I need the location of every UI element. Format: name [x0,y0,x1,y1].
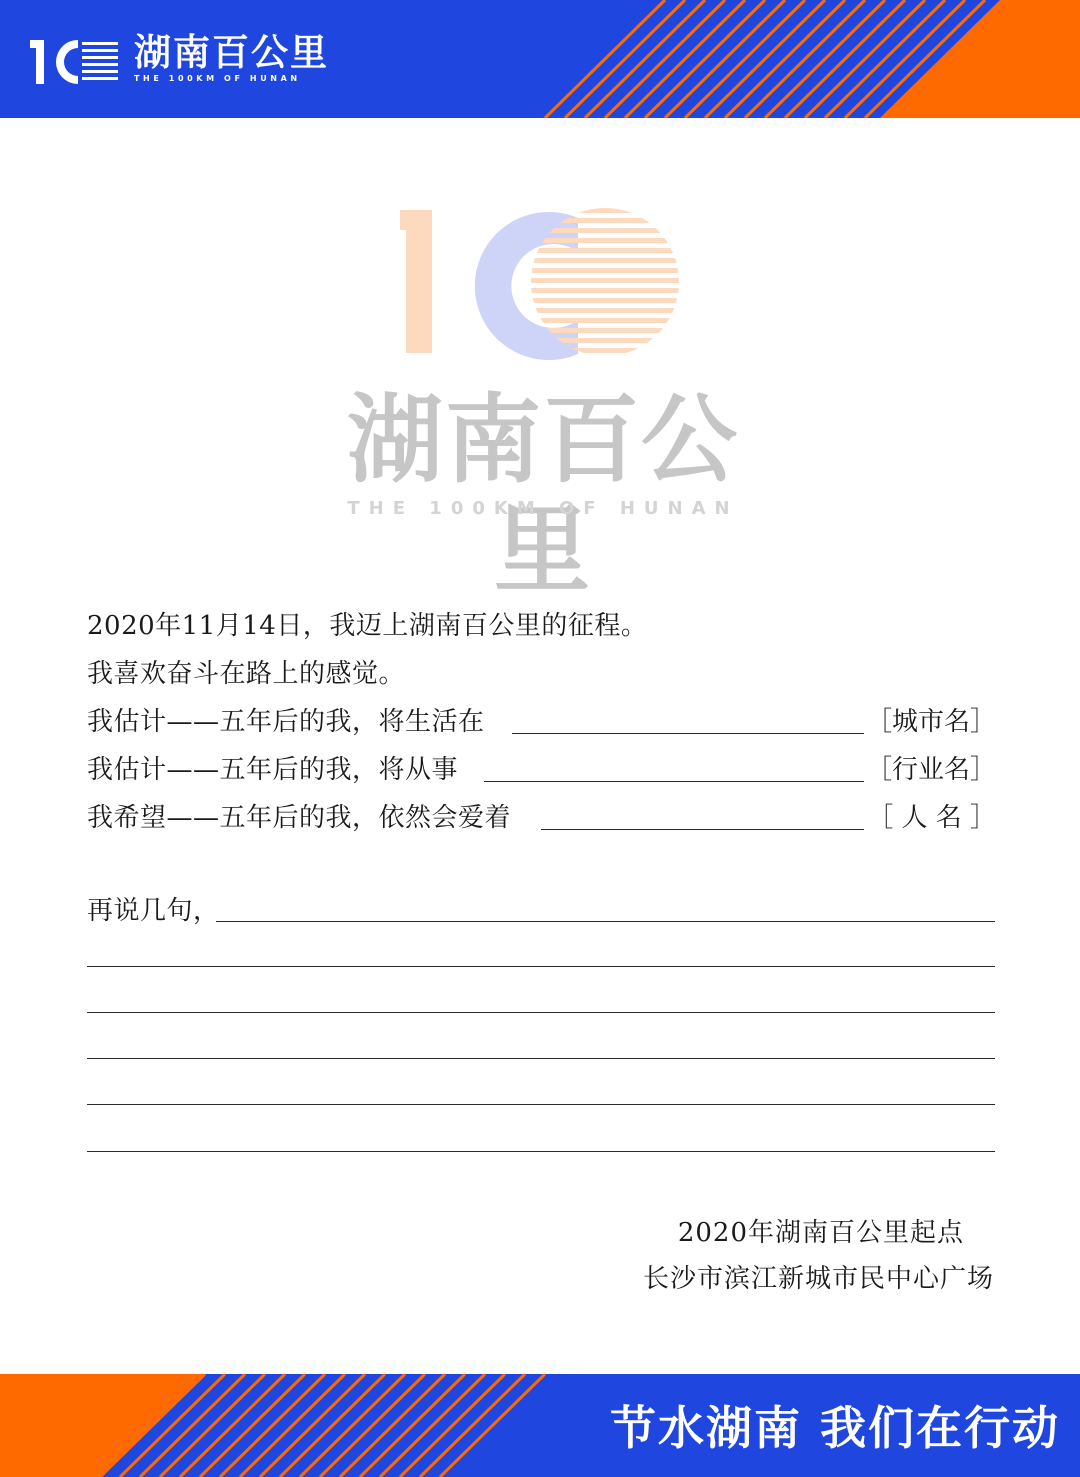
more-words-label: 再说几句， [87,896,220,926]
city-blank-field[interactable] [512,733,864,734]
signoff-location: 长沙市滨江新城市民中心广场 [642,1264,994,1294]
footer-slogan: 节水湖南 我们在行动 [609,1401,1060,1455]
letter-line-city-prefix: 我估计——五年后的我，将生活在 [87,707,485,737]
footer-banner [0,1374,1080,1477]
signoff-event: 2020年湖南百公里起点 [677,1218,964,1248]
writing-line[interactable] [87,966,995,967]
writing-line[interactable] [87,1058,995,1059]
header-banner [0,0,1080,118]
letter-line-person-prefix: 我希望——五年后的我，依然会爱着 [87,803,512,833]
more-words-field[interactable] [216,921,995,922]
brand-text [134,31,329,83]
letter-line-date: 2020年11月14日，我迈上湖南百公里的征程。 [87,611,648,641]
industry-bracket-label: ［行业名］ [865,755,996,785]
writing-line[interactable] [87,1012,995,1013]
person-blank-field[interactable] [541,829,864,830]
letter-line-industry-prefix: 我估计——五年后的我，将从事 [87,755,459,785]
person-bracket-label: ［ 人 名 ］ [867,803,996,833]
city-bracket-label: ［城市名］ [865,707,996,737]
letter-line-feeling: 我喜欢奋斗在路上的感觉。 [87,659,406,689]
watermark-name: 湖南百公里 [347,384,739,606]
writing-line[interactable] [87,1151,995,1152]
industry-blank-field[interactable] [484,781,864,782]
brand-name: 湖南百公里 [134,31,329,74]
brand-subtitle: THE 100KM OF HUNAN [134,74,301,83]
watermark-subtitle: THE 100KM OF HUNAN [347,498,739,519]
writing-line[interactable] [87,1104,995,1105]
